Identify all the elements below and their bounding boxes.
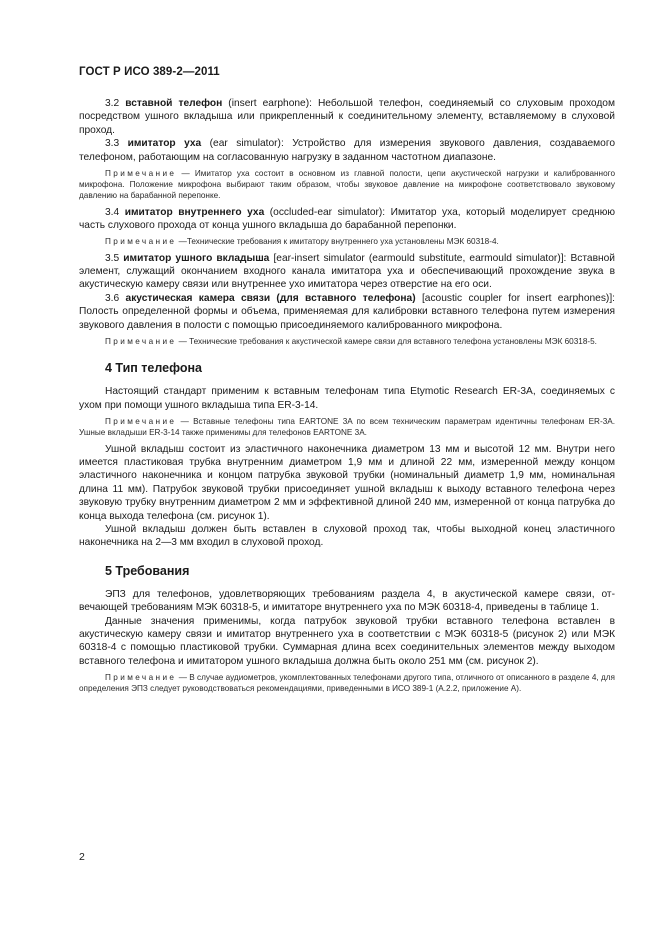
term-ear-insert-simulator: имитатор ушного вкладыша: [123, 252, 270, 264]
section-5-paragraph-1: ЭПЗ для телефонов, удовлетворяющих требованиям раздела 4, в акустической камере связи, отвечающей требованиям МЭК 60318-5, и имитаторе внутреннего уха по МЭК 60318-4, приведены в таблице 1.: [79, 588, 615, 614]
term-acoustic-coupler: акустическая камера связи (для вставного телефона): [125, 292, 416, 304]
section-5-paragraph-2: Данные значения применимы, когда патрубок звуковой трубки вставного телефона вставлен в акустическую камеру связи и имитатор внутреннего уха в соответствии с МЭК 60318-5 (рисунок 2) или МЭК 60318-4 с помощью пластиковой трубки. Суммарная длина всех соединительных элементов между выходом вставного телефона и имитатором ушного вкладыша должна быть около 251 мм (см. рисунок 2).: [79, 615, 615, 667]
note-4: Примечание — Вставные телефоны типа EARTONE 3A по всем техническим параметрам идентичны телефонам ER-3A. Ушные вкладыши ER-3-14 также применимы для телефонов EARTONE 3A.: [79, 417, 615, 438]
section-5-title: 5 Требования: [105, 563, 190, 578]
term-ear-simulator: имитатор уха: [127, 138, 202, 150]
definition-3-3: 3.3 имитатор уха (ear simulator): Устройство для измерения звукового давления, создаваемого телефоном, работающим на согласованную нагрузку в заданном частотном диапазоне.: [79, 138, 615, 163]
definition-3-5: 3.5 имитатор ушного вкладыша [ear-insert simulator (earmould substitute, earmould simulator)]: Вставной элемент, служащий окончанием входного канала имитатора уха и обеспечивающий прохождение звука в акустическую камеру связи или внутреннее ухо имитатора через отверстие на его оси.: [79, 252, 615, 291]
term-occluded-ear-simulator: имитатор внутреннего уха: [124, 206, 265, 218]
definition-3-6: 3.6 акустическая камера связи (для вставного телефона) [acoustic coupler for insert earphones)]: Полость определенной формы и объема, применяемая для калибровки вставного телефона путем измерения звукового давления в полости с помощью присоединяемого калиброванного микрофона.: [79, 292, 615, 331]
section-4-paragraph-3: Ушной вкладыш должен быть вставлен в слуховой проход так, чтобы выходной конец эластичного наконечника на 2—3 мм входил в слуховой проход.: [79, 523, 615, 549]
page-number: 2: [79, 851, 85, 863]
note-3-4: Примечание —Технические требования к имитатору внутреннего уха установлены МЭК 60318-4.: [105, 237, 499, 247]
note-3-6: Примечание — Технические требования к акустической камере связи для вставного телефона установлены МЭК 60318-5.: [105, 337, 597, 347]
section-4-paragraph-2: Ушной вкладыш состоит из эластичного наконечника диаметром 13 мм и высотой 12 мм. Внутри него имеется пластиковая трубка внутренним диаметром 1,9 мм и длиной 22 мм, измеренной между концом эластичного наконечника и концом патрубка звуковой трубки (номинальный диаметр 1,9 мм, номинальная длина 11 мм). Патрубок звуковой трубки присоединяет ушной вкладыш к выходу вставного телефона через звуковую трубку внутренним диаметром 2 мм и эффективной длиной 240 мм, измеренной от конца патрубка до конца выхода телефона (см. рисунок 1).: [79, 443, 615, 522]
document-body: [79, 97, 615, 695]
document-header: ГОСТ Р ИСО 389-2—2011: [79, 66, 220, 78]
definition-3-2: 3.2 вставной телефон (insert earphone): Небольшой телефон, соединяемый со слуховым проходом посредством ушного вкладыша или прикрепленный к соединительному элементу, вставляемому в слуховой проход.: [79, 98, 615, 136]
section-4-title: 4 Тип телефона: [105, 361, 203, 376]
definition-3-4: 3.4 имитатор внутреннего уха (occluded-ear simulator): Имитатор уха, который моделирует среднюю часть слухового прохода от конца ушного вкладыша до барабанной перепонки.: [79, 206, 615, 232]
note-3-3: Примечание — Имитатор уха состоит в основном из главной полости, цепи акустической нагрузки и калиброванного микрофона. Положение микрофона выбирают таким образом, чтобы звуковое давление на микрофоне соответствовало звуковому давлению на барабанной перепонке.: [79, 169, 615, 201]
note-5: Примечание — В случае аудиометров, укомплектованных телефонами другого типа, отличного от описанного в разделе 4, для определения ЭПЗ следует руководствоваться рекомендациями, приведенными в ИСО 389-1 (A.2.2, приложение A).: [79, 673, 615, 694]
section-4-paragraph-1: Настоящий стандарт применим к вставным телефонам типа Etymotic Research ER-3A, соединяемых с ухом при помощи ушного вкладыша типа ER-3-14.: [79, 386, 615, 411]
term-insert-earphone: вставной телефон: [125, 98, 223, 109]
